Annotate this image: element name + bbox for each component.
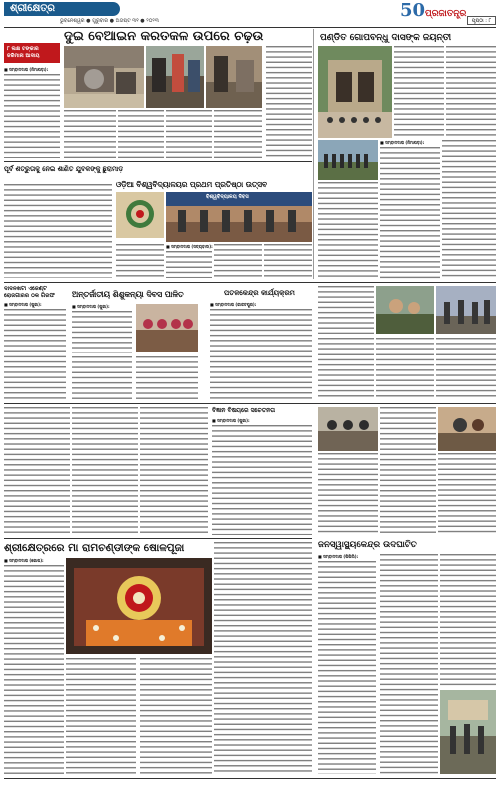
murder-headline: ପୂର୍ବ ଶତ୍ରୁତାକୁ ନେଇ ଶାଣିତ ଯୁବକଙ୍କୁ ଛୁରାମାଡ଼	[4, 165, 124, 173]
article-text	[210, 309, 312, 399]
banner-sign: ବିଶ୍ୱବିଦ୍ୟାଳୟ ଦିବସ	[206, 194, 249, 200]
byline-health: ■ ସମ୍ବାଦଦାତା (ପିପିଲି):	[318, 554, 359, 559]
article-text	[438, 453, 496, 535]
kicker-headline: ୮ ଲକ୍ଷ ଟଙ୍କାର ଜରିମାନା ଆଦାୟ	[7, 46, 40, 59]
article-text	[380, 407, 436, 535]
girl-child-headline: ଅନ୍ତର୍ଜାତୀୟ ଶିଶୁକନ୍ୟା ଦିବସ ପାଳିତ	[72, 290, 184, 299]
news-photo	[146, 46, 204, 108]
jayanti-headline: ପଣ୍ଡିତ ଗୋପବନ୍ଧୁ ଦାସଙ୍କ ଜୟନ୍ତୀ	[320, 33, 452, 43]
university-headline: ଓଡ଼ିଆ ବିଶ୍ୱବିଦ୍ୟାଳୟର ପ୍ରଥମ ପ୍ରତିଷ୍ଠା ଉତ୍ସବ	[116, 180, 268, 189]
article-text	[394, 46, 444, 138]
section-rule	[4, 282, 496, 283]
article-text	[214, 110, 262, 158]
article-text	[318, 338, 374, 400]
news-photo	[136, 304, 198, 352]
byline-jayanti: ■ ସମ୍ବାଦଦାତା (ନିମାପଡ଼ା):	[380, 140, 425, 145]
programme-headline: ପତଳକେନ୍ଦ୍ର କାର୍ଯ୍ୟକ୍ରମ	[224, 289, 295, 297]
byline-programme: ■ ସମ୍ବାଦଦାତା (କାକଟପୁର):	[210, 302, 257, 307]
article-text	[4, 184, 112, 278]
byline-girl-child: ■ ସମ୍ବାଦଦାତା (ପୁରୀ):	[72, 304, 110, 309]
news-photo	[206, 46, 262, 108]
article-text	[380, 147, 440, 279]
article-text	[212, 425, 312, 535]
news-photo	[318, 140, 378, 180]
article-text	[436, 338, 496, 400]
article-text	[140, 407, 208, 535]
article-text	[64, 110, 116, 158]
masthead-rule	[4, 27, 496, 28]
science-headline: ବିଜ୍ଞାନ ବିଷୟରେ ସଚେତନତା	[212, 407, 276, 414]
article-text	[4, 74, 60, 158]
news-photo	[436, 286, 496, 334]
article-text	[4, 565, 64, 774]
news-photo	[64, 46, 144, 108]
article-text	[72, 407, 138, 535]
byline-main: ■ ସମ୍ବାଦଦାତା (ନିମାପଡ଼ା):	[4, 67, 49, 72]
byline-arrest: ■ ସମ୍ବାଦଦାତା (ପୁରୀ):	[4, 302, 42, 307]
footer-rule	[4, 778, 496, 779]
news-photo	[66, 558, 212, 654]
news-photo	[318, 407, 378, 451]
health-headline: ଜନସ୍ୱାସ୍ଥ୍ୟକେନ୍ଦ୍ର ଉଦଘାଟିତ	[318, 540, 417, 550]
article-text	[166, 110, 212, 158]
masthead	[0, 0, 500, 28]
news-photo	[376, 286, 434, 334]
article-text	[440, 554, 496, 686]
article-text	[318, 453, 378, 535]
byline-university: ■ ସମ୍ବାଦଦାତା (ସତ୍ୟବାଦୀ):	[166, 244, 213, 249]
news-photo	[116, 192, 164, 238]
news-photo	[438, 407, 496, 451]
page-number: ପୃଷ୍ଠା : ୮	[467, 16, 496, 25]
kicker-box	[4, 43, 60, 63]
article-text	[264, 244, 312, 278]
article-text	[380, 554, 438, 774]
article-text	[376, 338, 434, 400]
section-title: ଶ୍ରୀକ୍ଷେତ୍ର	[4, 2, 120, 16]
arrest-headline: ଦାଦନଖଟା ଏଜେଣ୍ଟ ରୋଜଗାରର ଠକ ଗିରଫ	[4, 286, 55, 299]
article-text	[266, 46, 312, 158]
article-text	[318, 561, 376, 774]
temple-headline: ଶ୍ରୀକ୍ଷେତ୍ରରେ ମା ରାମଚଣ୍ଡୀଙ୍କ ଷୋଳପୂଜା	[4, 542, 185, 554]
byline-temple: ■ ସମ୍ବାଦଦାତା (ଗୋପ):	[4, 558, 44, 563]
article-text	[214, 542, 312, 774]
news-photo	[318, 46, 392, 138]
news-photo	[440, 690, 496, 774]
article-text	[442, 140, 496, 279]
section-rule	[4, 161, 312, 162]
article-text	[72, 356, 132, 400]
article-text	[4, 309, 66, 401]
article-text	[66, 658, 136, 774]
section-rule	[4, 538, 312, 539]
article-text	[318, 286, 374, 334]
byline-science: ■ ସମ୍ବାଦଦାତା (ପୁରୀ):	[212, 418, 250, 423]
anniversary-logo: 50	[400, 0, 426, 21]
article-text	[140, 658, 212, 774]
main-headline: ଦୁଇ ବେଆଇନ କରତକଳ ଉପରେ ଚଢ଼ଉ	[64, 29, 264, 44]
section-rule	[4, 403, 496, 404]
article-text	[166, 251, 212, 278]
article-text	[118, 110, 164, 158]
date-line: ଭୁବନେଶ୍ୱର ● ଗୁରୁବାର ● ଅଗଷ୍ଟ ୩୧ ● ୨୦୨୩	[60, 18, 159, 24]
article-text	[214, 244, 262, 278]
article-text	[136, 356, 198, 400]
article-text	[318, 182, 378, 278]
article-text	[72, 311, 132, 353]
article-text	[4, 407, 70, 535]
article-text	[116, 244, 164, 278]
brand-name: ପ୍ରଜାତନ୍ତ୍ର	[425, 9, 467, 19]
article-text	[446, 46, 496, 138]
column-rule	[313, 29, 314, 279]
news-photo	[166, 192, 312, 242]
